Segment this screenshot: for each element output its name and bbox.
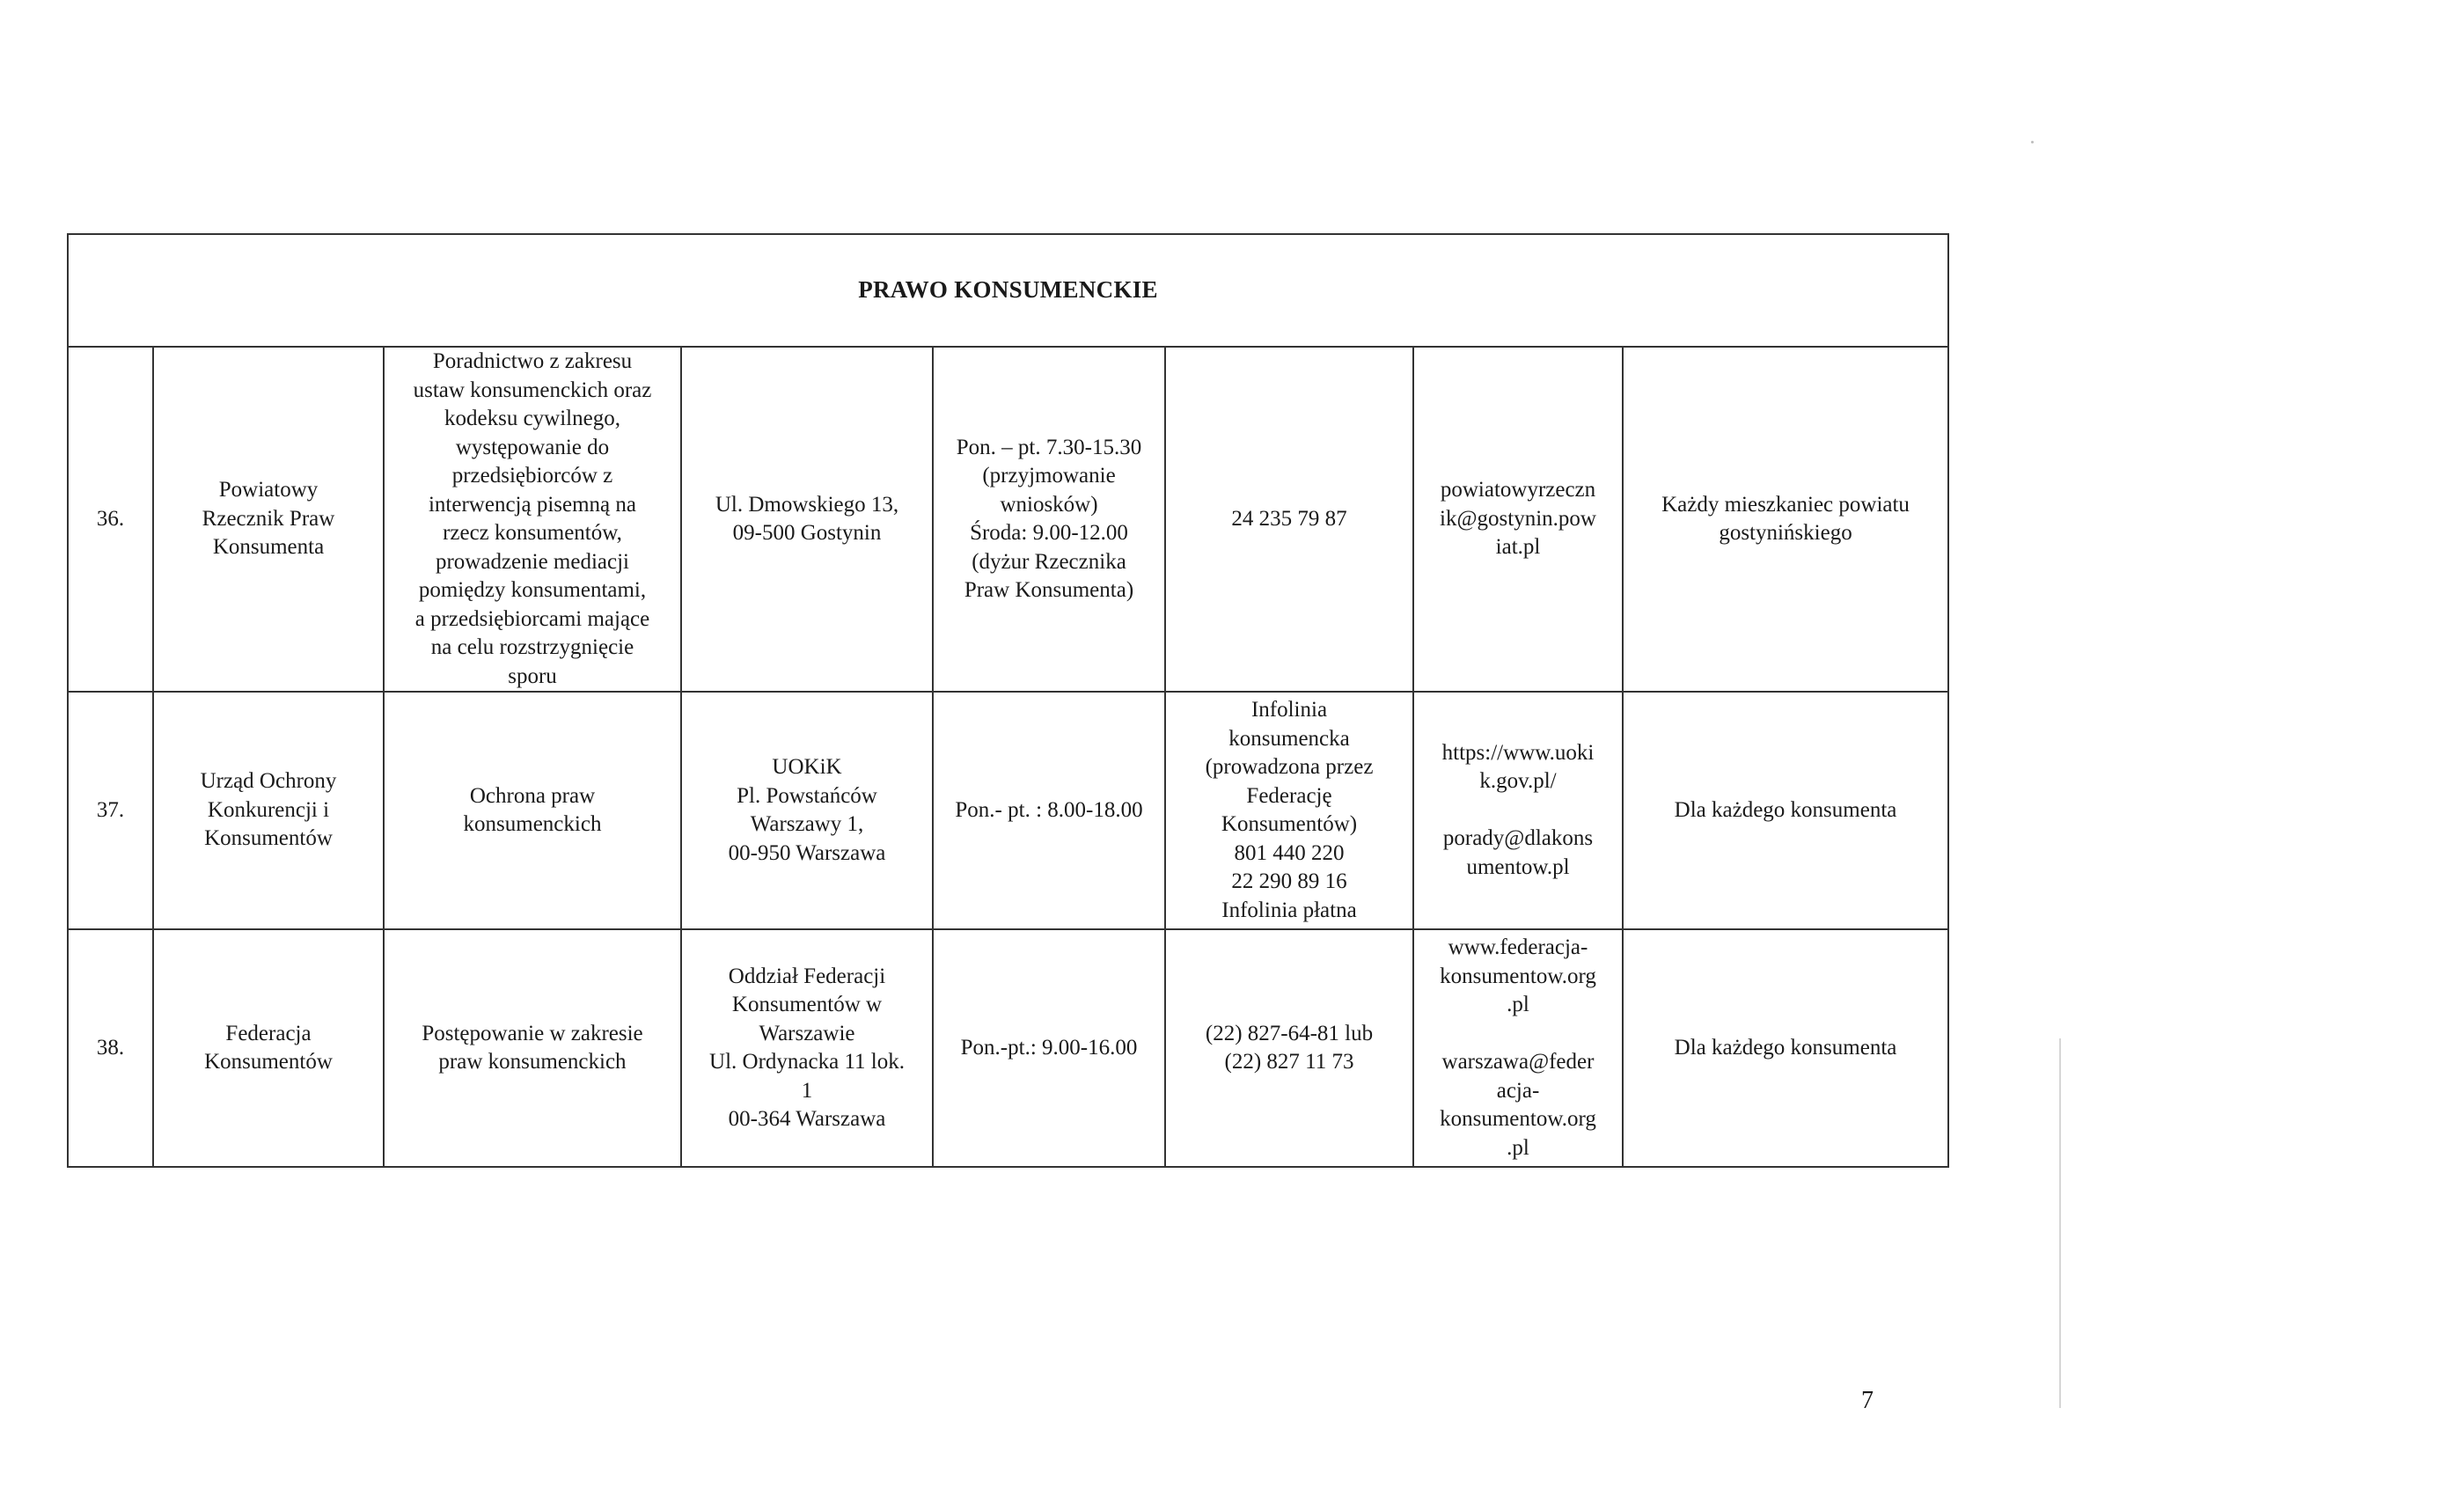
table-row xyxy=(68,692,1948,929)
email-web-contact: https://www.uoki k.gov.pl/ porady@dlakons umentow.pl xyxy=(1413,692,1623,929)
section-header-row xyxy=(68,234,1948,347)
service-scope: Ochrona praw konsumenckich xyxy=(384,692,681,929)
row-number: 38. xyxy=(68,929,153,1167)
row-number: 36. xyxy=(68,347,153,692)
address: Ul. Dmowskiego 13, 09-500 Gostynin xyxy=(681,347,933,692)
phone: 24 235 79 87 xyxy=(1165,347,1413,692)
opening-hours: Pon.-pt.: 9.00-16.00 xyxy=(933,929,1165,1167)
eligibility: Dla każdego konsumenta xyxy=(1623,692,1948,929)
email-web-contact: powiatowyrzeczn ik@gostynin.pow iat.pl xyxy=(1413,347,1623,692)
institution-name: Powiatowy Rzecznik Praw Konsumenta xyxy=(153,347,384,692)
scan-margin-line xyxy=(2059,1038,2061,1408)
section-title: PRAWO KONSUMENCKIE xyxy=(68,234,1948,347)
service-scope: Postępowanie w zakresie praw konsumenckich xyxy=(384,929,681,1167)
phone: Infolinia konsumencka (prowadzona przez Federację Konsumentów) 801 440 220 22 290 89 16 Infolinia płatna xyxy=(1165,692,1413,929)
scan-speck xyxy=(2031,141,2034,143)
institution-name: Urząd Ochrony Konkurencji i Konsumentów xyxy=(153,692,384,929)
table-row xyxy=(68,347,1948,692)
eligibility: Dla każdego konsumenta xyxy=(1623,929,1948,1167)
opening-hours: Pon.- pt. : 8.00-18.00 xyxy=(933,692,1165,929)
address: UOKiK Pl. Powstańców Warszawy 1, 00-950 Warszawa xyxy=(681,692,933,929)
consumer-law-table xyxy=(67,233,1949,1168)
row-number: 37. xyxy=(68,692,153,929)
phone: (22) 827-64-81 lub (22) 827 11 73 xyxy=(1165,929,1413,1167)
email-web-contact: www.federacja- konsumentow.org .pl warszawa@feder acja- konsumentow.org .pl xyxy=(1413,929,1623,1167)
service-scope: Poradnictwo z zakresu ustaw konsumenckich oraz kodeksu cywilnego, występowanie do przedsiębiorców z interwencją pisemną na rzecz konsumentów, prowadzenie mediacji pomiędzy konsumentami, a przedsiębiorcami mające na celu rozstrzygnięcie sporu xyxy=(384,347,681,692)
table-row xyxy=(68,929,1948,1167)
eligibility: Każdy mieszkaniec powiatu gostynińskiego xyxy=(1623,347,1948,692)
address: Oddział Federacji Konsumentów w Warszawie Ul. Ordynacka 11 lok. 1 00-364 Warszawa xyxy=(681,929,933,1167)
opening-hours: Pon. – pt. 7.30-15.30 (przyjmowanie wniosków) Środa: 9.00-12.00 (dyżur Rzecznika Praw Konsumenta) xyxy=(933,347,1165,692)
institution-name: Federacja Konsumentów xyxy=(153,929,384,1167)
page-number: 7 xyxy=(1861,1387,1874,1414)
